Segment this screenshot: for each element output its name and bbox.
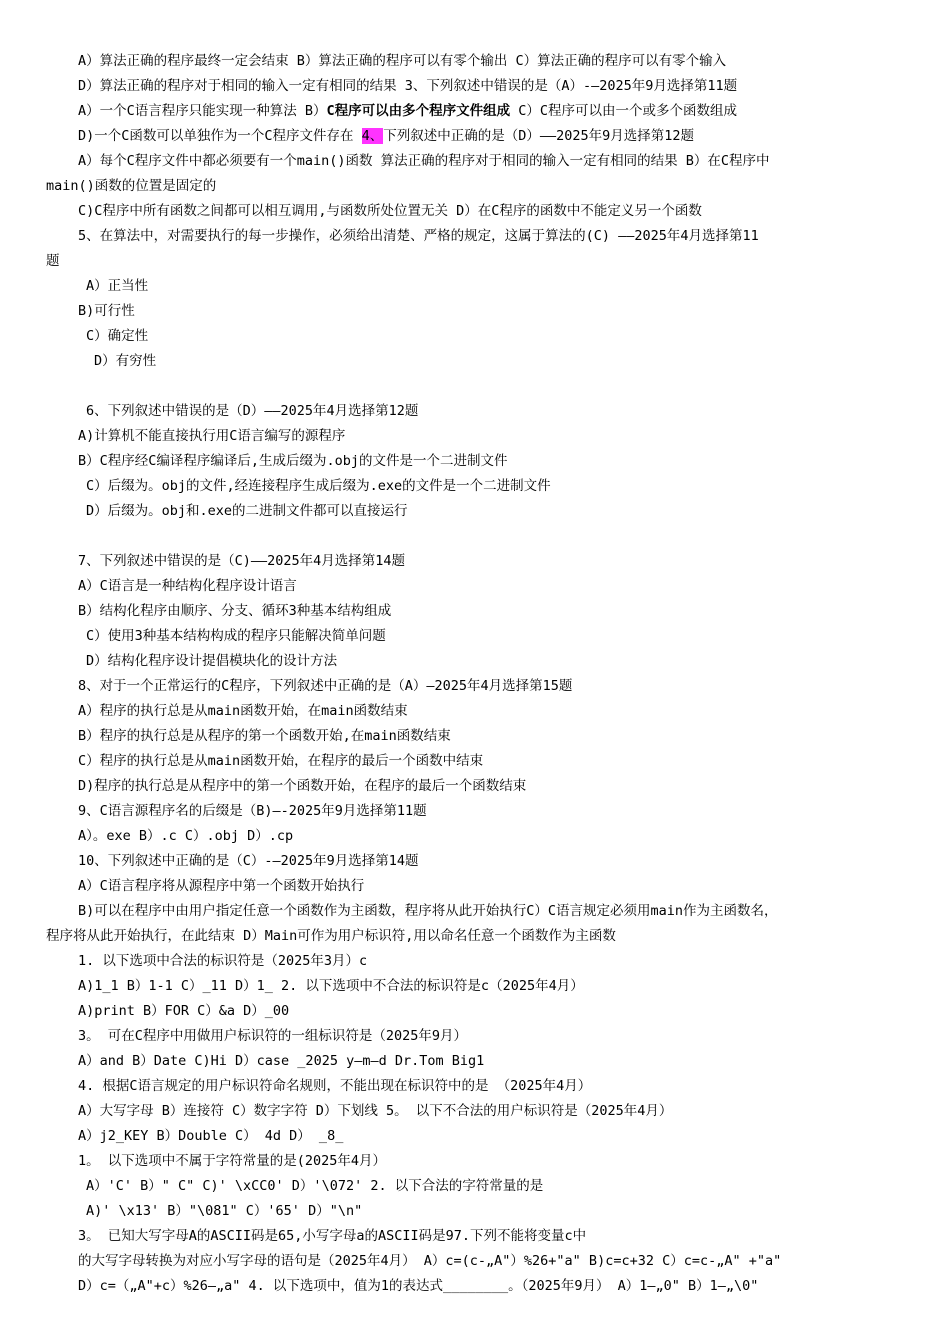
- question-line: 9、C语言源程序名的后缀是（B)—-2025年9月选择第11题: [78, 803, 427, 819]
- option-line: D）后缀为。obj和.exe的二进制文件都可以直接运行: [86, 503, 408, 519]
- option-line: B）程序的执行总是从程序的第一个函数开始,在main函数结束: [78, 728, 451, 744]
- option-line: A）j2_KEY B）Double C） 4d D） _8_: [78, 1128, 344, 1144]
- text-segment: 下列叙述中正确的是（D）——2025年9月选择第12题: [383, 128, 695, 144]
- text-line: 题: [46, 253, 60, 269]
- option-line: C）程序的执行总是从main函数开始，在程序的最后一个函数中结束: [78, 753, 484, 769]
- question-line: 1。 以下选项中不属于字符常量的是(2025年4月）: [78, 1153, 387, 1169]
- question-line: 10、下列叙述中正确的是（C）-—2025年9月选择第14题: [78, 853, 419, 869]
- option-line: A）。exe B）.c C）.obj D）.cp: [78, 828, 294, 844]
- text-line: 5、在算法中，对需要执行的每一步操作，必须给出清楚、严格的规定，这属于算法的(C) ——2025年4月选择第11: [78, 228, 759, 244]
- text-line: A）算法正确的程序最终一定会结束 B）算法正确的程序可以有零个输出 C）算法正确的程序可以有零个输入: [78, 53, 727, 69]
- option-line: B)可以在程序中由用户指定任意一个函数作为主函数，程序将从此开始执行C）C语言规定必须用main作为主函数名，: [78, 903, 778, 919]
- question-line: 6、下列叙述中错误的是（D）——2025年4月选择第12题: [86, 403, 419, 419]
- option-line: D)程序的执行总是从程序中的第一个函数开始，在程序的最后一个函数结束: [78, 778, 527, 794]
- question-line: 3。 可在C程序中用做用户标识符的一组标识符是（2025年9月）: [78, 1028, 468, 1044]
- option-line: A）程序的执行总是从main函数开始，在main函数结束: [78, 703, 408, 719]
- option-line: A）C语言是一种结构化程序设计语言: [78, 578, 297, 594]
- option-line: B）结构化程序由顺序、分支、循环3种基本结构组成: [78, 603, 392, 619]
- question-line: 7、下列叙述中错误的是（C)——2025年4月选择第14题: [78, 553, 406, 569]
- text-segment: A）一个C语言程序只能实现一种算法 B）: [78, 103, 327, 119]
- option-line: C）后缀为。obj的文件,经连接程序生成后缀为.exe的文件是一个二进制文件: [86, 478, 551, 494]
- option-line: C）确定性: [86, 328, 149, 344]
- text-line: D）c=（„A"+c）%26—„a" 4. 以下选项中，值为1的表达式________。（2025年9月） A）1—„0" B）1—„\0": [78, 1278, 759, 1294]
- text-segment: D)一个C函数可以单独作为一个C程序文件存在: [78, 128, 362, 144]
- option-line: D）结构化程序设计提倡模块化的设计方法: [86, 653, 338, 669]
- text-segment: C）C程序可以由一个或多个函数组成: [510, 103, 738, 119]
- option-line: A）and B）Date C)Hi D）case _2025 y—m—d Dr.Tom Big1: [78, 1053, 485, 1069]
- text-line: D）算法正确的程序对于相同的输入一定有相同的结果 3、下列叙述中错误的是（A）-—2025年9月选择第11题: [78, 78, 738, 94]
- text-line: [78, 102, 910, 120]
- option-line: C）使用3种基本结构构成的程序只能解决简单问题: [86, 628, 386, 644]
- option-line: A）大写字母 B）连接符 C）数字字符 D）下划线 5。 以下不合法的用户标识符是（2025年4月）: [78, 1103, 673, 1119]
- option-line: A)1_1 B）1-1 C）_11 D）1_ 2. 以下选项中不合法的标识符是c（2025年4月）: [78, 978, 584, 994]
- text-line: [78, 127, 910, 145]
- question-line: 3。 已知大写字母A的ASCII码是65,小写字母a的ASCII码是97.下列不能将变量c中: [78, 1228, 587, 1244]
- question-line: 4. 根据C语言规定的用户标识符命名规则，不能出现在标识符中的是 （2025年4月）: [78, 1078, 592, 1094]
- option-line: 程序将从此开始执行，在此结束 D）Main可作为用户标识符,用以命名任意一个函数作为主函数: [46, 928, 616, 944]
- option-line: B）C程序经C编译程序编译后,生成后缀为.obj的文件是一个二进制文件: [78, 453, 508, 469]
- bold-text-segment: C程序可以由多个程序文件组成: [326, 103, 511, 119]
- option-line: B)可行性: [78, 303, 135, 319]
- option-line: A）C语言程序将从源程序中第一个函数开始执行: [78, 878, 365, 894]
- question-line: 8、对于一个正常运行的C程序，下列叙述中正确的是（A）—2025年4月选择第15题: [78, 678, 573, 694]
- option-line: A)计算机不能直接执行用C语言编写的源程序: [78, 428, 346, 444]
- option-line: A）正当性: [86, 278, 149, 294]
- option-line: A)print B）FOR C）&a D）_00: [78, 1003, 290, 1019]
- text-line: A）每个C程序文件中都必须要有一个main()函数 算法正确的程序对于相同的输入一定有相同的结果 B）在C程序中: [78, 153, 770, 169]
- option-line: A)' \x13' B）"\081" C）'65' D）"\n": [86, 1203, 363, 1219]
- text-line: C)C程序中所有函数之间都可以相互调用,与函数所处位置无关 D）在C程序的函数中不能定义另一个函数: [78, 203, 702, 219]
- text-line: main()函数的位置是固定的: [46, 178, 217, 194]
- question-line: 1. 以下选项中合法的标识符是（2025年3月）c: [78, 953, 368, 969]
- option-line: D）有穷性: [94, 353, 157, 369]
- text-line: 的大写字母转换为对应小写字母的语句是（2025年4月） A）c=(c-„A"）%26+"a" B)c=c+32 C）c=c-„A" +"a": [78, 1253, 782, 1269]
- option-line: A）'C' B）" C" C)' \xCC0' D）'\072' 2. 以下合法的字符常量的是: [86, 1178, 544, 1194]
- highlighted-question-number: 4、: [361, 128, 384, 144]
